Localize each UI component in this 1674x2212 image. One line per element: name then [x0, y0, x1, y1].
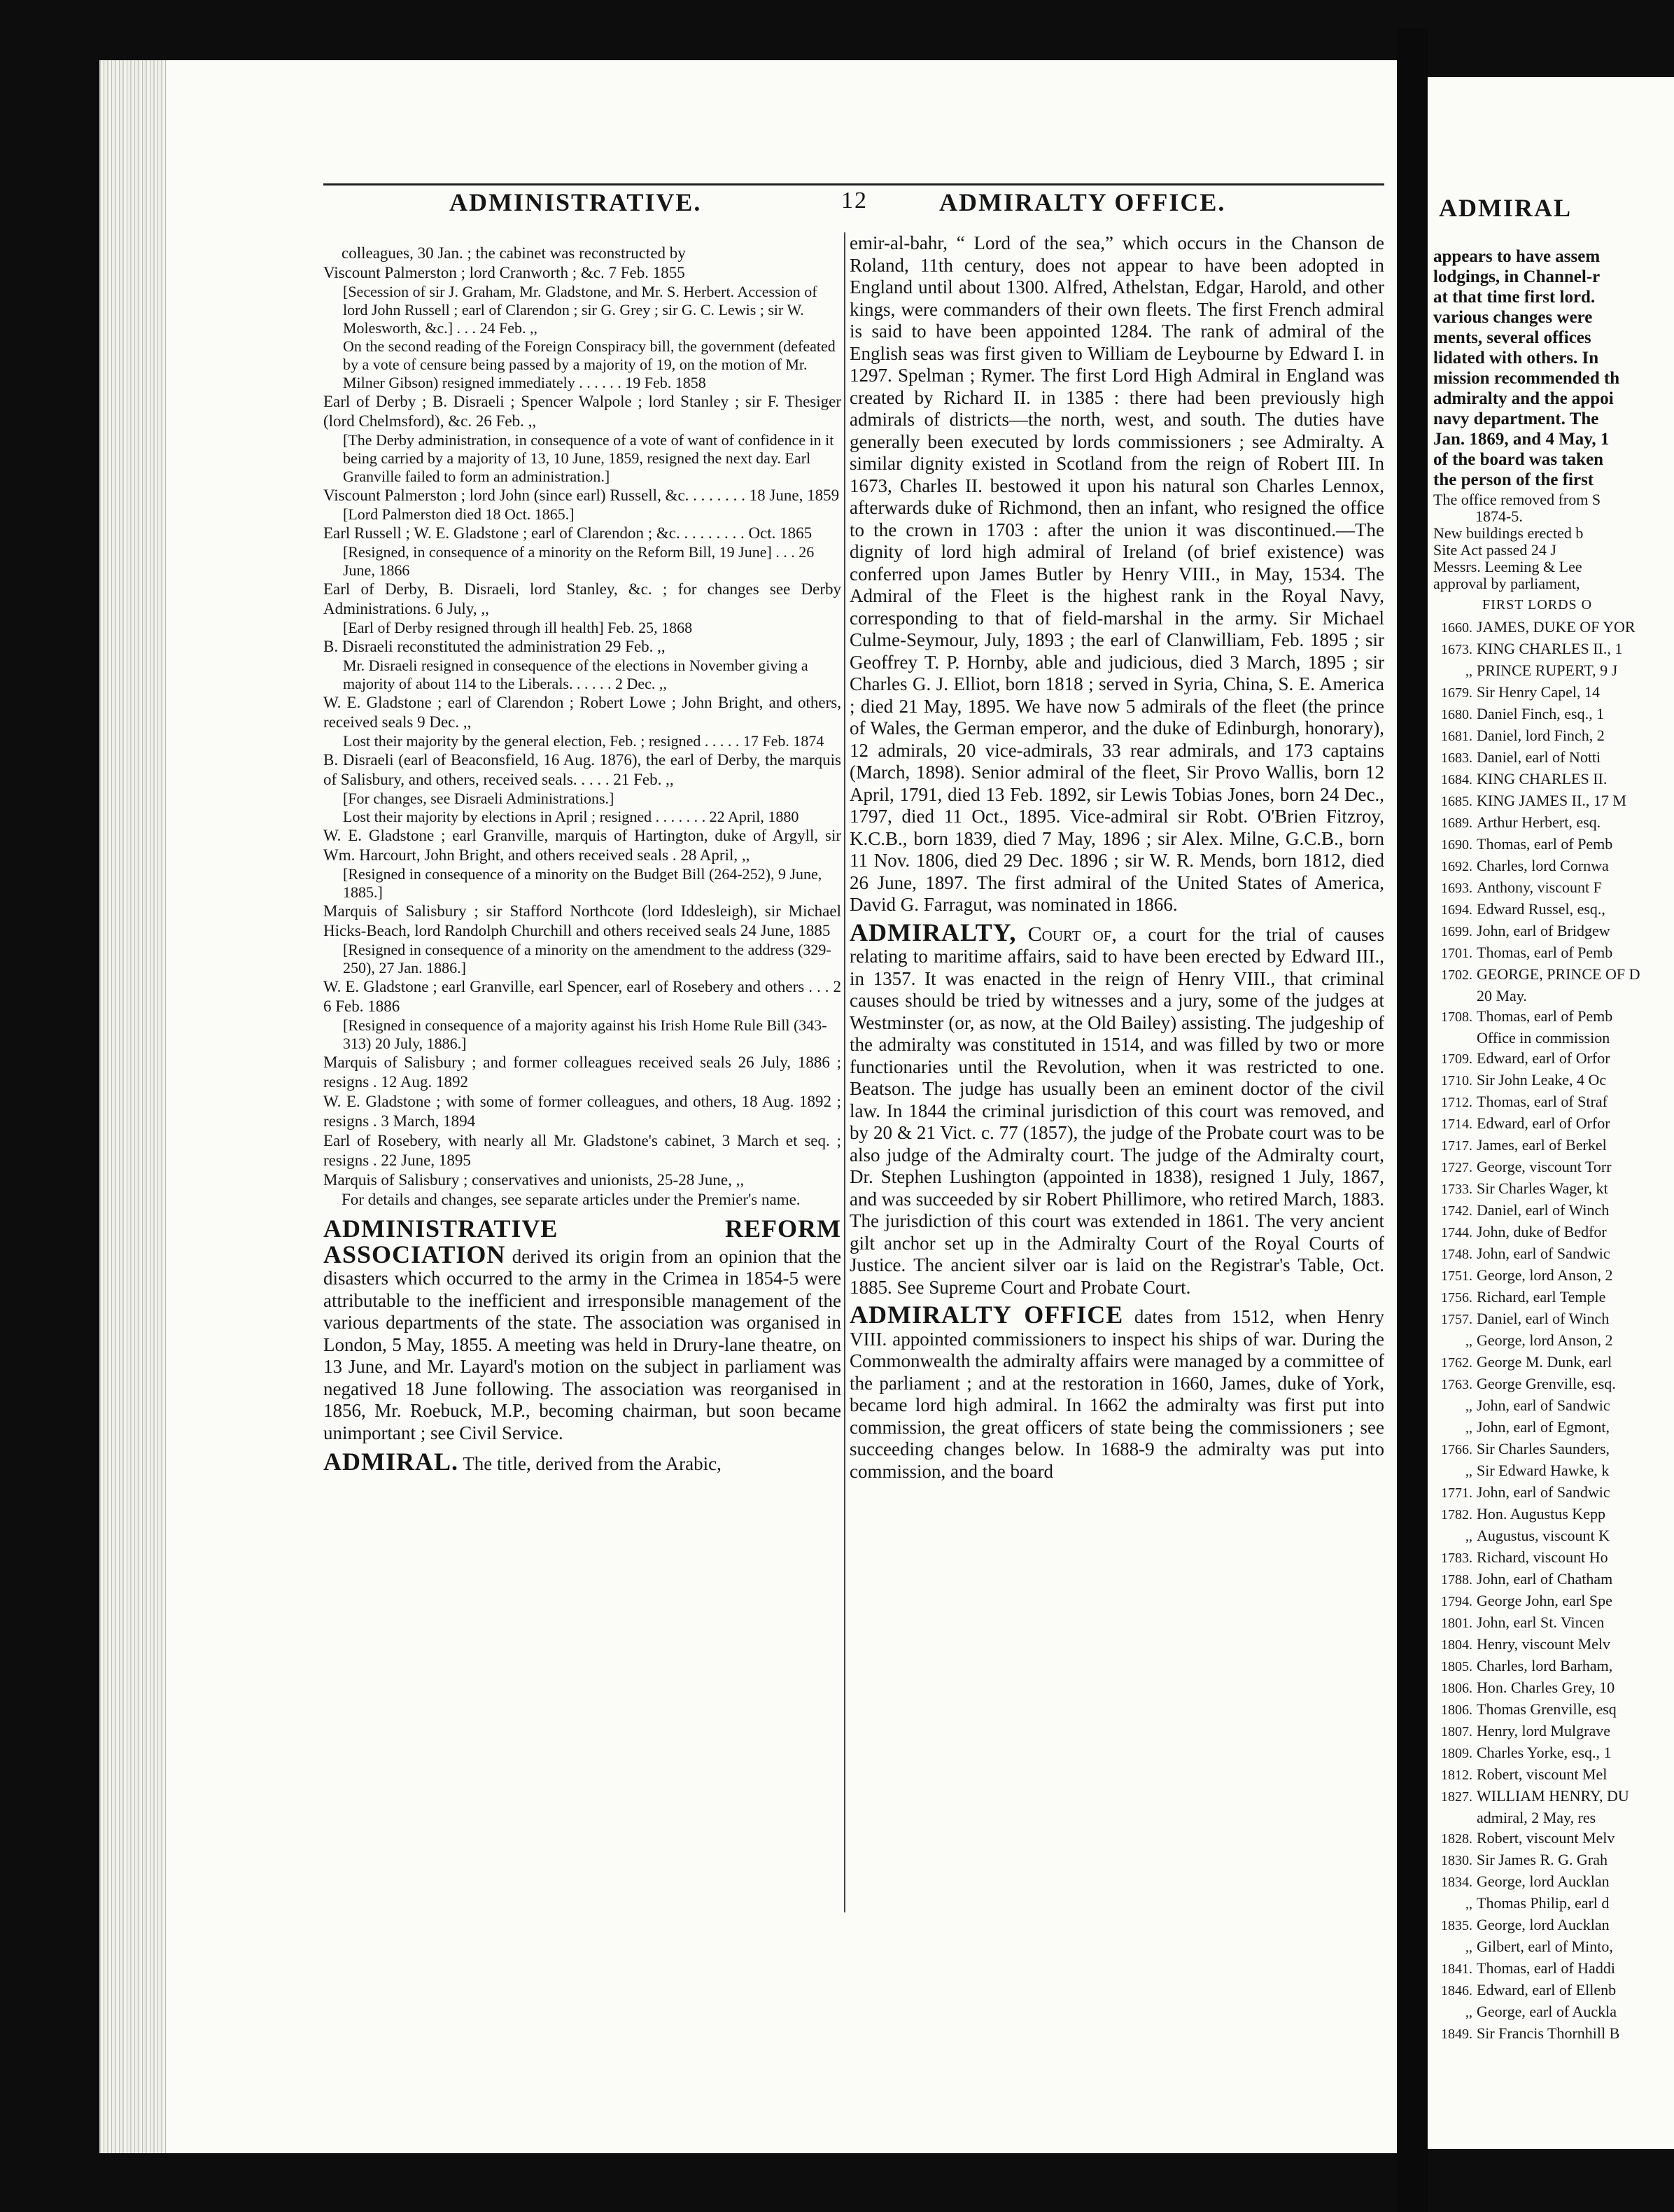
entry-note: Mr. Disraeli resigned in consequence of the elections in November giving a majority of about 114 to the Liberals. . . . . . 2 Dec. ,, — [343, 657, 808, 692]
facing-page-column — [1433, 246, 1671, 2122]
first-lord-name: George M. Dunk, earl — [1477, 1353, 1612, 1371]
first-lord-row — [1433, 1504, 1671, 1525]
first-lord-row — [1433, 1828, 1671, 1849]
first-lord-row — [1433, 1352, 1671, 1373]
first-lord-row — [1433, 1980, 1671, 2001]
first-lord-year: 1710. — [1441, 1073, 1472, 1088]
first-lord-year: 1708. — [1441, 1009, 1472, 1025]
first-lord-year: 1788. — [1441, 1572, 1472, 1588]
first-lord-name: John, earl of Sandwic — [1477, 1245, 1610, 1262]
first-lord-name: George, viscount Torr — [1477, 1158, 1612, 1175]
entry-line: Earl Russell ; W. E. Gladstone ; earl of Clarendon ; &c. . . . . . . . . Oct. 1865 — [323, 524, 813, 542]
first-lord-row — [1433, 1287, 1671, 1308]
first-lord-name: Hon. Augustus Kepp — [1477, 1505, 1605, 1522]
admiralty-office-heading: ADMIRALTY OFFICE — [850, 1301, 1124, 1329]
admiralty-court-subheading: Court of, — [1027, 922, 1117, 946]
first-lord-year: 1693. — [1441, 881, 1472, 896]
first-lord-row — [1433, 1308, 1671, 1330]
first-lord-row — [1433, 2001, 1671, 2023]
first-lord-name: KING JAMES II., 17 M — [1477, 792, 1626, 809]
first-lord-year: 1699. — [1441, 924, 1472, 939]
entry-line: Marquis of Salisbury ; and former colleagues received seals 26 July, 1886 ; resigns . 12 Aug. 1892 — [323, 1054, 841, 1091]
first-lord-year: 1694. — [1441, 902, 1472, 918]
first-lord-row — [1433, 1070, 1671, 1091]
first-lord-year: 1827. — [1441, 1789, 1472, 1805]
first-lord-year: 1744. — [1441, 1225, 1472, 1240]
first-lord-year: 1702. — [1441, 967, 1472, 983]
first-lord-row — [1433, 877, 1671, 899]
first-lord-row — [1433, 920, 1671, 942]
first-lord-year: ,, — [1465, 1420, 1472, 1436]
first-lord-year: ,, — [1465, 1896, 1472, 1912]
first-lord-name: Hon. Charles Grey, 10 — [1477, 1679, 1615, 1696]
first-lord-year: 1804. — [1441, 1637, 1472, 1653]
first-lord-row — [1433, 1590, 1671, 1612]
first-lord-name: Sir James R. G. Grah — [1477, 1851, 1608, 1868]
entry-line: Viscount Palmerston ; lord John (since earl) Russell, &c. . . . . . . . 18 June, 1859 — [323, 486, 840, 504]
first-lord-row — [1433, 1048, 1671, 1070]
first-lord-name: Anthony, viscount F — [1477, 878, 1602, 896]
first-lord-year: ,, — [1465, 2005, 1472, 2020]
first-lord-year: 1681. — [1441, 729, 1472, 744]
first-lord-name: Edward Russel, esq., — [1477, 900, 1605, 918]
admiralty-court-text: a court for the trial of causes relating to maritime affairs, said to have been erected by Edward III., in 1357. It was enacted in the reign of Henry VIII., that criminal causes should be tried by witnesses and a jury, some of the judges at Westminster (or, as now, at the Old Bailey) assisting. The judgeship of the admiralty was constituted in 1514, and was filled by two or more functionaries until the Revolution, when it was restricted to one. Beatson. The judge has usually been an eminent doctor of the civil law. In 1844 the criminal jurisdiction of this court was removed, and by 20 & 21 Vict. c. 77 (1857), the judge of the Probate court was to be also judge of the Admiralty court. The judge of the Admiralty court, Dr. Stephen Lushington (appointed in 1838), resigned 1 July, 1867, and was succeeded by sir Robert Phillimore, who retired March, 1883. The jurisdiction of this court was extended in 1861. The very ancient gilt anchor set up in the Admiralty Court of the Royal Courts of Justice. The ancient silver oar is laid on the Registrar's Table, Oct. 1885. See Supreme Court and Probate Court. — [850, 923, 1384, 1298]
first-lord-row — [1433, 855, 1671, 877]
first-lord-year: 1690. — [1441, 837, 1472, 853]
entry-line: Earl of Rosebery, with nearly all Mr. Gladstone's cabinet, 3 March et seq. ; resigns . 22 June, 1895 — [323, 1132, 841, 1169]
first-lord-name: John, earl St. Vincen — [1477, 1614, 1605, 1631]
first-lord-year: 1712. — [1441, 1095, 1472, 1110]
first-lord-row — [1433, 704, 1671, 725]
first-lord-row — [1433, 660, 1671, 682]
first-lord-year: 1766. — [1441, 1442, 1472, 1457]
admiralty-court-article — [850, 920, 1384, 1299]
first-lord-name: Richard, earl Temple — [1477, 1288, 1606, 1306]
first-lord-name: Sir John Leake, 4 Oc — [1477, 1071, 1607, 1088]
facing-text-line: ments, several offices — [1433, 328, 1591, 347]
first-lord-row — [1433, 1634, 1671, 1656]
first-lord-year: 1830. — [1441, 1853, 1472, 1868]
first-lord-name: WILLIAM HENRY, DU — [1477, 1787, 1629, 1805]
first-lord-row — [1433, 1265, 1671, 1287]
first-lord-name: Daniel, earl of Winch — [1477, 1201, 1610, 1219]
entry-line: Marquis of Salisbury ; conservatives and unionists, 25-28 June, ,, — [323, 1171, 745, 1189]
admiralty-office-text: dates from 1512, when Henry VIII. appointed commissioners to inspect his ships of war. During the Commonwealth the admiralty affairs were managed by a committee of the parliament ; and at the restoration in 1660, James, duke of York, became lord high admiral. In 1662 the admiralty was first put into commission, the great officers of state being the commissioners ; see succeeding changes below. In 1688-9 the admiralty was put into commission, and the board — [850, 1306, 1384, 1482]
first-lord-row — [1433, 1569, 1671, 1590]
entry-line: colleagues, 30 Jan. ; the cabinet was reconstructed by — [342, 244, 686, 262]
first-lord-year: 1733. — [1441, 1182, 1472, 1197]
facing-note-line: 1874-5. — [1475, 507, 1523, 525]
first-lord-row — [1433, 1395, 1671, 1417]
first-lord-name: Gilbert, earl of Minto, — [1477, 1938, 1613, 1955]
first-lord-row — [1433, 2023, 1671, 2045]
first-lord-name: JAMES, DUKE OF YOR — [1477, 618, 1636, 636]
entry-note: [Earl of Derby resigned through ill health] Feb. 25, 1868 — [343, 619, 693, 636]
first-lord-name: Henry, lord Mulgrave — [1477, 1722, 1611, 1740]
first-lord-year: 1673. — [1441, 642, 1472, 657]
first-lord-year: 1834. — [1441, 1875, 1472, 1890]
first-lord-name: George, lord Aucklan — [1477, 1916, 1610, 1933]
first-lord-name: Charles Yorke, esq., 1 — [1477, 1744, 1612, 1761]
first-lord-name: George, lord Aucklan — [1477, 1872, 1610, 1890]
entry-note: [Resigned in consequence of a minority on the amendment to the address (329-250), 27 Jan. 1886.] — [343, 941, 831, 976]
first-lord-year: ,, — [1465, 664, 1472, 679]
first-lord-row — [1433, 682, 1671, 704]
facing-note-line: Site Act passed 24 J — [1433, 541, 1556, 559]
first-lord-name: George John, earl Spe — [1477, 1592, 1612, 1609]
first-lord-year: 1835. — [1441, 1918, 1472, 1933]
first-lord-name: John, earl of Bridgew — [1477, 922, 1610, 939]
facing-text-line: lodgings, in Channel-r — [1433, 267, 1601, 286]
first-lord-name: George Grenville, esq. — [1477, 1375, 1616, 1392]
facing-running-head: ADMIRAL — [1439, 194, 1572, 222]
first-lord-name: Charles, lord Cornwa — [1477, 857, 1609, 874]
first-lord-row — [1433, 942, 1671, 964]
first-lord-row — [1433, 1028, 1671, 1048]
first-lord-row — [1433, 1178, 1671, 1200]
first-lord-name: Thomas, earl of Pemb — [1477, 944, 1613, 961]
admiralty-office-article — [850, 1303, 1384, 1483]
entry-line: For details and changes, see separate articles under the Premier's name. — [342, 1191, 801, 1208]
first-lord-year: 1805. — [1441, 1659, 1472, 1674]
first-lords-list — [1433, 617, 1671, 2045]
first-lord-row — [1433, 1849, 1671, 1871]
first-lord-year: ,, — [1465, 1334, 1472, 1349]
entry-line: B. Disraeli (earl of Beaconsfield, 16 Aug. 1876), the earl of Derby, the marquis of Salisbury, and others, received seals. . . . . 21 Feb. ,, — [323, 751, 841, 788]
facing-text-line: of the board was taken — [1433, 450, 1604, 469]
first-lord-row — [1433, 812, 1671, 834]
running-head-right: ADMIRALTY OFFICE. — [939, 188, 1226, 216]
reform-association-heading: ADMINISTRATIVE REFORM ASSOCIATION — [323, 1214, 841, 1268]
facing-text-line: appears to have assem — [1433, 247, 1601, 266]
first-lord-name: Edward, earl of Orfor — [1477, 1114, 1610, 1132]
first-lord-row — [1433, 1699, 1671, 1721]
facing-text-line: mission recommended th — [1433, 369, 1620, 388]
entry-note: [Resigned in consequence of a minority on the Budget Bill (264-252), 9 June, 1885.] — [343, 865, 822, 901]
first-lord-name: John, earl of Chatham — [1477, 1570, 1613, 1588]
first-lord-row — [1433, 1914, 1671, 1936]
first-lord-name: John, earl of Sandwic — [1477, 1483, 1610, 1501]
header-rule — [323, 183, 1384, 186]
middle-column — [850, 232, 1384, 2108]
first-lord-name: Daniel, earl of Winch — [1477, 1310, 1610, 1327]
first-lord-row — [1433, 725, 1671, 747]
first-lord-row — [1433, 1958, 1671, 1980]
first-lord-name: Augustus, viscount K — [1477, 1527, 1610, 1544]
first-lord-year: 1714. — [1441, 1116, 1472, 1132]
first-lord-row — [1433, 1482, 1671, 1504]
first-lord-row — [1433, 1936, 1671, 1958]
first-lord-row — [1433, 1222, 1671, 1243]
first-lord-name: KING CHARLES II. — [1477, 770, 1608, 788]
first-lord-row — [1433, 1156, 1671, 1178]
facing-text-line: navy department. The — [1433, 410, 1599, 428]
first-lord-row — [1433, 1677, 1671, 1699]
first-lord-year: 1684. — [1441, 772, 1472, 788]
first-lord-row — [1433, 1373, 1671, 1395]
first-lord-name: Thomas, earl of Pemb — [1477, 1007, 1613, 1025]
first-lord-name: George, lord Anson, 2 — [1477, 1331, 1613, 1349]
first-lord-row — [1433, 1721, 1671, 1742]
first-lord-name: Sir Edward Hawke, k — [1477, 1462, 1610, 1479]
entry-note: [The Derby administration, in consequence of a vote of want of confidence in it being carried by a majority of 13, 10 June, 1859, resigned the next day. Earl Granville failed to form an administration.] — [343, 431, 834, 485]
entry-note: [Resigned, in consequence of a minority on the Reform Bill, 19 June] . . . 26 June, 1866 — [343, 543, 815, 579]
first-lord-year: 1806. — [1441, 1702, 1472, 1718]
entry-line: W. E. Gladstone ; earl Granville, marquis of Hartington, duke of Argyll, sir Wm. Harcourt, John Bright, and others received seals . 28 April, ,, — [323, 827, 841, 864]
first-lord-year: 1782. — [1441, 1507, 1472, 1522]
first-lord-year: 1683. — [1441, 750, 1472, 766]
first-lord-year: 1841. — [1441, 1961, 1472, 1977]
left-column — [323, 244, 841, 2092]
first-lord-row — [1433, 1807, 1671, 1828]
first-lord-row — [1433, 1330, 1671, 1352]
first-lord-year: 1701. — [1441, 946, 1472, 961]
first-lord-year: 1762. — [1441, 1355, 1472, 1371]
entry-note: [Resigned in consequence of a majority against his Irish Home Rule Bill (343-313) 20 July, 1886.] — [343, 1016, 827, 1052]
first-lord-name: Thomas, earl of Pemb — [1477, 835, 1613, 853]
page-stack-edge — [99, 60, 167, 2153]
first-lord-name: Arthur Herbert, esq. — [1477, 813, 1601, 831]
admiral-article-start — [323, 1450, 841, 1476]
first-lord-row — [1433, 1786, 1671, 1807]
first-lord-year: 1685. — [1441, 794, 1472, 809]
entry-line: Earl of Derby, B. Disraeli, lord Stanley, &c. ; for changes see Derby Administrations. 6 July, ,, — [323, 580, 841, 617]
first-lord-year: 1771. — [1441, 1485, 1472, 1501]
first-lord-name: GEORGE, PRINCE OF D — [1477, 965, 1640, 983]
first-lord-year: 1849. — [1441, 2026, 1472, 2042]
entry-note: Lost their majority by the general election, Feb. ; resigned . . . . . 17 Feb. 1874 — [343, 732, 824, 750]
first-lord-year: 1689. — [1441, 816, 1472, 831]
first-lord-row — [1433, 1547, 1671, 1569]
reform-association-article — [323, 1214, 841, 1444]
first-lord-name: 20 May. — [1477, 987, 1527, 1004]
entry-note: [Lord Palmerston died 18 Oct. 1865.] — [343, 505, 575, 523]
first-lord-name: Daniel Finch, esq., 1 — [1477, 705, 1605, 722]
facing-text-line: various changes were — [1433, 308, 1593, 327]
first-lord-year: 1757. — [1441, 1312, 1472, 1327]
first-lord-name: Office in commission — [1477, 1029, 1610, 1046]
first-lord-year: 1692. — [1441, 859, 1472, 874]
admiral-heading: ADMIRAL. — [323, 1448, 458, 1476]
first-lord-year: 1806. — [1441, 1681, 1472, 1696]
first-lord-name: Thomas Grenville, esq — [1477, 1700, 1617, 1718]
first-lord-name: Sir Francis Thornhill B — [1477, 2024, 1620, 2042]
first-lord-name: James, earl of Berkel — [1477, 1136, 1607, 1154]
first-lord-year: 1801. — [1441, 1616, 1472, 1631]
first-lord-year: ,, — [1465, 1529, 1472, 1544]
first-lord-name: Thomas, earl of Haddi — [1477, 1959, 1615, 1977]
first-lord-year: 1828. — [1441, 1831, 1472, 1847]
first-lord-row — [1433, 1871, 1671, 1893]
admiralty-court-heading: ADMIRALTY, — [850, 918, 1017, 946]
first-lord-name: Daniel, lord Finch, 2 — [1477, 727, 1605, 744]
first-lord-row — [1433, 1460, 1671, 1482]
first-lord-name: Charles, lord Barham, — [1477, 1657, 1613, 1674]
first-lord-row — [1433, 1200, 1671, 1222]
column-rule — [844, 232, 845, 1912]
first-lord-year: 1660. — [1441, 620, 1472, 636]
first-lord-row — [1433, 899, 1671, 920]
entry-line: Viscount Palmerston ; lord Cranworth ; &c. 7 Feb. 1855 — [323, 264, 685, 281]
first-lord-name: John, earl of Egmont, — [1477, 1418, 1610, 1436]
admiral-text-start: The title, derived from the Arabic, — [463, 1453, 722, 1474]
first-lord-row — [1433, 1764, 1671, 1786]
entry-note: [For changes, see Disraeli Administrations.] — [343, 790, 614, 807]
first-lord-name: Edward, earl of Ellenb — [1477, 1981, 1617, 1998]
first-lord-year: ,, — [1465, 1464, 1472, 1479]
facing-text-line: Jan. 1869, and 4 May, 1 — [1433, 430, 1610, 449]
first-lord-row — [1433, 1006, 1671, 1028]
running-head — [323, 188, 1384, 230]
first-lord-row — [1433, 1113, 1671, 1135]
first-lord-row — [1433, 1612, 1671, 1634]
facing-note-line: New buildings erected b — [1433, 524, 1584, 542]
facing-text-line: the person of the first — [1433, 470, 1594, 489]
entry-line: W. E. Gladstone ; with some of former colleagues, and others, 18 Aug. 1892 ; resigns . 3 March, 1894 — [323, 1093, 841, 1130]
facing-note-line: Messrs. Leeming & Lee — [1433, 558, 1582, 575]
first-lord-row — [1433, 964, 1671, 986]
facing-note-line: approval by parliament, — [1433, 575, 1580, 592]
first-lord-year: 1709. — [1441, 1051, 1472, 1067]
first-lord-row — [1433, 790, 1671, 812]
first-lord-year: 1783. — [1441, 1550, 1472, 1566]
facing-note-line: The office removed from S — [1433, 491, 1601, 508]
first-lord-name: Daniel, earl of Notti — [1477, 748, 1601, 766]
entry-line: B. Disraeli reconstituted the administration 29 Feb. ,, — [323, 638, 666, 655]
first-lord-row — [1433, 1438, 1671, 1460]
first-lord-row — [1433, 834, 1671, 855]
first-lord-row — [1433, 1091, 1671, 1113]
running-head-left: ADMINISTRATIVE. — [449, 188, 702, 216]
first-lord-name: Robert, viscount Melv — [1477, 1829, 1615, 1847]
first-lord-name: PRINCE RUPERT, 9 J — [1477, 662, 1618, 679]
page-number: 12 — [841, 188, 868, 214]
first-lord-year: 1794. — [1441, 1594, 1472, 1609]
first-lord-row — [1433, 747, 1671, 769]
first-lord-name: Henry, viscount Melv — [1477, 1635, 1611, 1653]
entry-line: W. E. Gladstone ; earl of Clarendon ; Robert Lowe ; John Bright, and others, received seals 9 Dec. ,, — [323, 694, 841, 731]
first-lord-row — [1433, 1525, 1671, 1547]
first-lord-row — [1433, 986, 1671, 1006]
first-lord-row — [1433, 638, 1671, 660]
first-lord-row — [1433, 769, 1671, 790]
first-lord-year: 1717. — [1441, 1138, 1472, 1154]
first-lord-name: Sir Charles Saunders, — [1477, 1440, 1610, 1457]
first-lord-year: 1679. — [1441, 685, 1472, 701]
first-lord-year: 1742. — [1441, 1203, 1472, 1219]
book-gutter — [1397, 28, 1428, 2212]
entry-line: Earl of Derby ; B. Disraeli ; Spencer Walpole ; lord Stanley ; sir F. Thesiger (lord Chelmsford), &c. 26 Feb. ,, — [323, 393, 841, 430]
first-lord-row — [1433, 1417, 1671, 1438]
facing-text-line: at that time first lord. — [1433, 288, 1596, 307]
first-lord-year: 1751. — [1441, 1268, 1472, 1284]
first-lord-name: George, earl of Auckla — [1477, 2003, 1617, 2020]
first-lord-year: 1812. — [1441, 1768, 1472, 1783]
first-lord-name: admiral, 2 May, res — [1477, 1809, 1596, 1826]
first-lord-name: Sir Charles Wager, kt — [1477, 1180, 1608, 1197]
first-lord-row — [1433, 1243, 1671, 1265]
first-lord-year: 1807. — [1441, 1724, 1472, 1740]
first-lord-name: Edward, earl of Orfor — [1477, 1049, 1610, 1067]
entry-line: Marquis of Salisbury ; sir Stafford Northcote (lord Iddesleigh), sir Michael Hicks-Beach, lord Randolph Churchill and others received seals 24 June, 1885 — [323, 902, 841, 939]
first-lord-year: ,, — [1465, 1940, 1472, 1955]
facing-text-line: lidated with others. In — [1433, 349, 1599, 368]
entry-note: Lost their majority by elections in April ; resigned . . . . . . . 22 April, 1880 — [343, 808, 799, 825]
first-lord-row — [1433, 1742, 1671, 1764]
first-lord-year: 1756. — [1441, 1290, 1472, 1306]
first-lord-name: Thomas, earl of Straf — [1477, 1093, 1608, 1110]
first-lord-name: John, duke of Bedfor — [1477, 1223, 1607, 1240]
reform-association-text: derived its origin from an opinion that the disasters which occurred to the army in the Crimea in 1854-5 were attributable to the inefficient and irresponsible management of the various departments of the state. The association was organised in London, 5 May, 1855. A meeting was held in Drury-lane theatre, on 13 June, and Mr. Layard's motion on the subject in parliament was negatived 18 June following. The association was reorganised in 1856, Mr. Roebuck, M.P., becoming chairman, but soon became unimportant ; see Civil Service. — [323, 1245, 841, 1443]
first-lord-name: KING CHARLES II., 1 — [1477, 640, 1623, 657]
first-lord-year: 1846. — [1441, 1983, 1472, 1998]
first-lord-year: 1680. — [1441, 707, 1472, 722]
entry-note: On the second reading of the Foreign Conspiracy bill, the government (defeated by a vote of censure being passed by a majority of 19, on the motion of Mr. Milner Gibson) resigned immediately . . . . . . 19 Feb. 1858 — [343, 337, 836, 391]
first-lord-name: Richard, viscount Ho — [1477, 1548, 1608, 1566]
first-lord-row — [1433, 617, 1671, 638]
first-lord-year: 1809. — [1441, 1746, 1472, 1761]
first-lord-name: George, lord Anson, 2 — [1477, 1266, 1613, 1284]
admiral-article-continued: emir-al-bahr, “ Lord of the sea,” which occurs in the Chanson de Roland, 11th century, does not appear to have been adopted in England until about 1300. Alfred, Athelstan, Edgar, Harold, and other kings, were commanders of their own fleets. The first French admiral is said to have been appointed 1284. The rank of admiral of the English seas was first given to William de Leybourne by Edward I. in 1297. Spelman ; Rymer. The first Lord High Admiral in England was created by Richard II. in 1385 : there had been previously high admirals of districts—the north, west, and south. The duties have generally been executed by lords commissioners ; see Admiralty. A similar dignity existed in Scotland from the reign of Robert III. In 1673, Charles II. bestowed it upon his natural son Charles Lennox, afterwards duke of Richmond, then an infant, who resigned the office to the crown in 1703 : after the union it was discontinued.—The dignity of lord high admiral of Ireland (of brief existence) was conferred upon James Butler by Henry VIII., in May, 1534. The Admiral of the Fleet is the highest rank in the Royal Navy, corresponding to that of field-marshal in the army. Sir Michael Culme-Seymour, July, 1893 ; the earl of Clanwilliam, Feb. 1895 ; sir Geoffrey T. P. Hornby, able and judicious, died 3 March, 1895 ; sir Charles G. J. Elliot, born 1818 ; served in Syria, China, S. E. America ; died 21 May, 1895. We have now 5 admirals of the fleet (the prince of Wales, the German emperor, and the duke of Edinburgh, honorary), 12 admirals, 20 vice-admirals, 33 rear admirals, and 173 captains (March, 1898). Senior admiral of the fleet, Sir Provo Wallis, born 12 April, 1791, died 13 Feb. 1892, sir Lewis Tobias Jones, born 24 Dec., 1797, died 11 Oct., 1895. Vice-admiral sir Robt. O'Brien Fitzroy, K.C.B., born 1839, died 7 May, 1896 ; sir Alex. Milne, G.C.B., born 11 Nov. 1806, died 29 Dec. 1896 ; sir W. R. Mends, born 1812, died 26 June, 1897. The first admiral of the United States of America, David G. Farragut, was nominated in 1866. — [850, 232, 1384, 915]
first-lord-year: 1727. — [1441, 1160, 1472, 1175]
first-lord-year: ,, — [1465, 1399, 1472, 1414]
first-lord-row — [1433, 1893, 1671, 1914]
facing-notes — [1433, 491, 1671, 592]
first-lord-name: Sir Henry Capel, 14 — [1477, 683, 1600, 701]
first-lord-name: Robert, viscount Mel — [1477, 1765, 1608, 1783]
first-lord-row — [1433, 1135, 1671, 1156]
first-lord-name: John, earl of Sandwic — [1477, 1396, 1610, 1414]
first-lord-row — [1433, 1656, 1671, 1677]
first-lords-heading: FIRST LORDS O — [1482, 597, 1593, 612]
first-lord-year: 1763. — [1441, 1377, 1472, 1392]
facing-text — [1433, 246, 1671, 490]
first-lord-name: Thomas Philip, earl d — [1477, 1894, 1610, 1912]
facing-text-line: admiralty and the appoi — [1433, 389, 1614, 408]
entry-line: W. E. Gladstone ; earl Granville, earl Spencer, earl of Rosebery and others . . . 2 6 Feb. 1886 — [323, 978, 841, 1015]
first-lord-year: 1748. — [1441, 1247, 1472, 1262]
entry-note: [Secession of sir J. Graham, Mr. Gladstone, and Mr. S. Herbert. Accession of lord John Russell ; earl of Clarendon ; sir G. Grey ; sir G. C. Lewis ; sir W. Molesworth, &c.] . . . 24 Feb. ,, — [343, 283, 817, 337]
